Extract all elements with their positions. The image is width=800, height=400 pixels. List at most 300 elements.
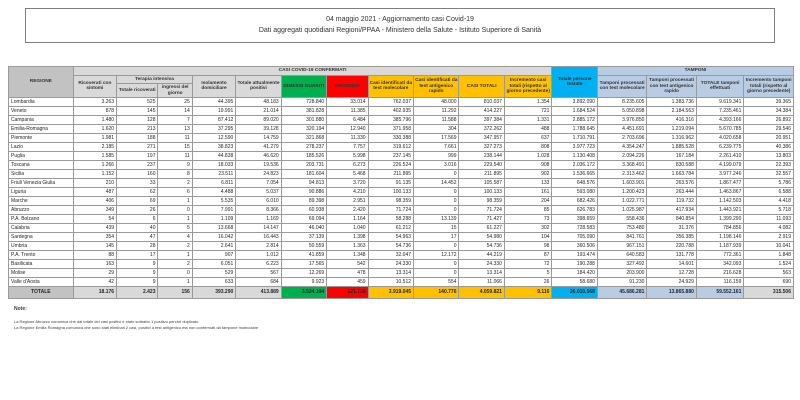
value-cell: 26.010.568 [552, 287, 597, 299]
table-row [9, 152, 794, 161]
value-cell: 48.183 [236, 98, 281, 107]
value-cell: 263.576 [647, 179, 696, 188]
value-cell: 567 [236, 269, 281, 278]
value-cell: 34.384 [744, 107, 794, 116]
value-cell: 32.557 [744, 170, 794, 179]
value-cell: 216.628 [696, 269, 743, 278]
table-row [9, 107, 794, 116]
value-cell: 7 [158, 116, 192, 125]
table-row [9, 197, 794, 206]
value-cell: 203.900 [597, 269, 646, 278]
value-cell: 24.929 [647, 278, 696, 287]
value-cell: 98 [504, 242, 552, 251]
value-cell: 542 [327, 260, 368, 269]
header-terapia-intensiva: Terapia intensiva [117, 75, 193, 84]
value-cell: 841.761 [597, 233, 646, 242]
header-attualmente-positivi: Totale attualmente positivi [236, 75, 281, 98]
table-row [9, 161, 794, 170]
value-cell: 121.738 [327, 287, 368, 299]
value-cell: 416.316 [647, 116, 696, 125]
value-cell: 5.535 [192, 197, 235, 206]
value-cell: 830.588 [647, 161, 696, 170]
table-body [9, 98, 794, 299]
value-cell: 1.109 [192, 215, 235, 224]
value-cell: 19.991 [192, 107, 235, 116]
region-name-cell: Lombardia [9, 98, 74, 107]
region-name-cell: Calabria [9, 224, 74, 233]
region-name-cell: Sardegna [9, 233, 74, 242]
value-cell: 1.219.094 [647, 125, 696, 134]
value-cell: 14.601 [647, 260, 696, 269]
value-cell: 104 [504, 233, 552, 242]
table-row [9, 224, 794, 233]
table-total-row [9, 287, 794, 299]
value-cell: 5.786 [744, 179, 794, 188]
value-cell: 1.169 [236, 215, 281, 224]
value-cell: 133 [504, 179, 552, 188]
value-cell: 17.565 [281, 260, 326, 269]
value-cell: 1.152 [73, 170, 116, 179]
table-header [9, 67, 794, 98]
value-cell: 58.288 [368, 215, 413, 224]
header-ti-totale: Totale ricoverati [117, 84, 158, 98]
value-cell: 98.359 [459, 197, 504, 206]
value-cell: 3.368.491 [597, 161, 646, 170]
value-cell: 301.880 [281, 116, 326, 125]
region-name-cell: Basilicata [9, 260, 74, 269]
value-cell: 22.393 [744, 161, 794, 170]
value-cell: 16.443 [236, 233, 281, 242]
value-cell: 1.025.987 [597, 206, 646, 215]
value-cell: 840.854 [647, 215, 696, 224]
region-name-cell: Valle d'Aosta [9, 278, 74, 287]
notes-section [14, 306, 714, 331]
value-cell: 54.736 [368, 242, 413, 251]
value-cell: 15 [414, 224, 459, 233]
value-cell: 1.028 [504, 152, 552, 161]
value-cell: 385.796 [368, 116, 413, 125]
header-casi-totali: CASI TOTALI [459, 75, 504, 98]
value-cell: 31.376 [647, 224, 696, 233]
value-cell: 342.093 [696, 260, 743, 269]
value-cell: 808 [504, 143, 552, 152]
table-row [9, 179, 794, 188]
value-cell: 1.463.867 [696, 188, 743, 197]
note-emilia-romagna: La Regione Emilia Romagna comunica che sono stati eliminati 2 casi, positivi a test antigenico ma non confermati da tampone molecolare [14, 325, 259, 330]
table-row [9, 134, 794, 143]
value-cell: 9 [117, 260, 158, 269]
value-cell: 278.237 [281, 143, 326, 152]
value-cell: 999 [414, 152, 459, 161]
value-cell: 163 [73, 260, 116, 269]
value-cell: 11 [158, 134, 192, 143]
value-cell: 41.859 [281, 251, 326, 260]
value-cell: 593.080 [552, 188, 597, 197]
value-cell: 967.151 [597, 242, 646, 251]
value-cell: 381.828 [281, 107, 326, 116]
value-cell: 91.135 [368, 179, 413, 188]
value-cell: 203.731 [281, 161, 326, 170]
value-cell: 89.020 [236, 116, 281, 125]
value-cell: 1.663.784 [647, 170, 696, 179]
value-cell: 14 [158, 107, 192, 116]
value-cell: 0 [414, 206, 459, 215]
value-cell: 4.199.079 [696, 161, 743, 170]
report-subtitle: Dati aggregati quotidiani Regioni/PPAA - Ministero della Salute - Istituto Superiore di Sanità [258, 27, 542, 34]
value-cell: 46.040 [281, 224, 326, 233]
value-cell: 61.227 [459, 224, 504, 233]
value-cell: 12.172 [414, 251, 459, 260]
value-cell: 478 [327, 269, 368, 278]
value-cell: 563 [744, 269, 794, 278]
value-cell: 18.033 [192, 161, 235, 170]
value-cell: 810.037 [459, 98, 504, 107]
value-cell: 13.314 [459, 269, 504, 278]
table-row [9, 251, 794, 260]
value-cell: 902 [504, 170, 552, 179]
value-cell: 188 [117, 134, 158, 143]
value-cell: 908 [504, 161, 552, 170]
value-cell: 6 [117, 215, 158, 224]
region-name-cell: P.A. Trento [9, 251, 74, 260]
value-cell: 1.399.290 [696, 215, 743, 224]
value-cell: 54.963 [368, 233, 413, 242]
value-cell: 71.724 [459, 206, 504, 215]
value-cell: 237 [117, 161, 158, 170]
value-cell: 626.783 [552, 206, 597, 215]
value-cell: 878 [73, 107, 116, 116]
value-cell: 116.159 [696, 278, 743, 287]
value-cell: 145 [73, 242, 116, 251]
value-cell: 156 [158, 287, 192, 299]
value-cell: 89.398 [281, 197, 326, 206]
value-cell: 6.811 [192, 179, 235, 188]
value-cell: 4.451.691 [597, 125, 646, 134]
value-cell: 98.359 [368, 197, 413, 206]
value-cell: 315.506 [744, 287, 794, 299]
value-cell: 1.040 [327, 224, 368, 233]
header-deceduti: DECEDUTI [327, 75, 368, 98]
value-cell: 349 [73, 206, 116, 215]
value-cell: 1.620 [73, 125, 116, 134]
value-cell: 4.488 [192, 188, 235, 197]
value-cell: 3.263 [73, 98, 116, 107]
value-cell: 3.977.723 [552, 143, 597, 152]
value-cell: 640.583 [597, 251, 646, 260]
value-cell: 220.788 [647, 242, 696, 251]
value-cell: 304 [414, 125, 459, 134]
header-dimessi-guariti: DIMESSI GUARITI [281, 75, 326, 98]
value-cell: 784.856 [696, 224, 743, 233]
value-cell: 271 [117, 143, 158, 152]
value-cell: 6.239.775 [696, 143, 743, 152]
value-cell: 459 [327, 278, 368, 287]
value-cell: 12.590 [192, 134, 235, 143]
value-cell: 160 [117, 170, 158, 179]
value-cell: 87.412 [192, 116, 235, 125]
value-cell: 6 [158, 188, 192, 197]
value-cell: 1.788.645 [552, 125, 597, 134]
value-cell: 100.133 [459, 188, 504, 197]
value-cell: 13.139 [414, 215, 459, 224]
value-cell: 3.976.850 [597, 116, 646, 125]
value-cell: 2.885.172 [552, 116, 597, 125]
value-cell: 50.559 [281, 242, 326, 251]
value-cell: 907 [192, 251, 235, 260]
value-cell: 90.886 [281, 188, 326, 197]
report-title: 04 maggio 2021 - Aggiornamento casi Covid-19 [326, 16, 474, 23]
value-cell: 3.892.090 [552, 98, 597, 107]
value-cell: 1.354 [504, 98, 552, 107]
value-cell: 16.042 [192, 233, 235, 242]
value-cell: 14.759 [236, 134, 281, 143]
value-cell: 360.506 [552, 242, 597, 251]
value-cell: 213 [117, 125, 158, 134]
value-cell: 13 [158, 125, 192, 134]
region-name-cell: Molise [9, 269, 74, 278]
region-name-cell: Marche [9, 197, 74, 206]
value-cell: 1.316.962 [647, 134, 696, 143]
value-cell: 1.885.528 [647, 143, 696, 152]
value-cell: 119.732 [647, 197, 696, 206]
value-cell: 105.587 [459, 179, 504, 188]
value-cell: 28 [117, 242, 158, 251]
region-name-cell: Sicilia [9, 170, 74, 179]
value-cell: 7.757 [327, 143, 368, 152]
value-cell: 3.977.246 [696, 170, 743, 179]
value-cell: 7.991 [192, 206, 235, 215]
value-cell: 525 [117, 98, 158, 107]
value-cell: 3.720 [327, 179, 368, 188]
value-cell: 7.661 [414, 143, 459, 152]
value-cell: 69 [117, 197, 158, 206]
value-cell: 2.919 [744, 233, 794, 242]
value-cell: 5.050.898 [597, 107, 646, 116]
value-cell: 1.603.901 [597, 179, 646, 188]
value-cell: 2.261.410 [696, 152, 743, 161]
value-cell: 4.210 [327, 188, 368, 197]
value-cell: 633 [192, 278, 235, 287]
value-cell: 145 [117, 107, 158, 116]
value-cell: 1.198.146 [696, 233, 743, 242]
value-cell: 6.588 [744, 188, 794, 197]
header-tamponi-molecolare: Tamponi processati con test molecolare [597, 75, 646, 98]
value-cell: 38.823 [192, 143, 235, 152]
value-cell: 5 [158, 224, 192, 233]
value-cell: 12.269 [281, 269, 326, 278]
value-cell: 44.395 [192, 98, 235, 107]
value-cell: 37.295 [192, 125, 235, 134]
value-cell: 321.868 [281, 134, 326, 143]
value-cell: 10.512 [368, 278, 413, 287]
value-cell: 1 [158, 251, 192, 260]
value-cell: 3.524.194 [281, 287, 326, 299]
value-cell: 682.426 [552, 197, 597, 206]
value-cell: 15 [158, 143, 192, 152]
value-cell: 237.145 [368, 152, 413, 161]
value-cell: 356.385 [647, 233, 696, 242]
region-name-cell: Lazio [9, 143, 74, 152]
value-cell: 1.012 [236, 251, 281, 260]
value-cell: 29.546 [744, 125, 794, 134]
value-cell: 17.569 [414, 134, 459, 143]
value-cell: 1.848 [744, 251, 794, 260]
value-cell: 1.164 [327, 215, 368, 224]
value-cell: 54 [73, 215, 116, 224]
value-cell: 2.184.563 [647, 107, 696, 116]
region-name-cell: Campania [9, 116, 74, 125]
value-cell: 772.361 [696, 251, 743, 260]
value-cell: 11.292 [414, 107, 459, 116]
header-incremento-casi: Incremento casi totali (rispetto al giorno precedente) [504, 75, 552, 98]
value-cell: 11.066 [459, 278, 504, 287]
value-cell: 397.384 [459, 116, 504, 125]
value-cell: 40.386 [744, 143, 794, 152]
value-cell: 9 [158, 161, 192, 170]
header-isolamento: Isolamento domiciliare [192, 75, 235, 98]
region-name-cell: Umbria [9, 242, 74, 251]
value-cell: 1 [158, 215, 192, 224]
value-cell: 91.230 [597, 278, 646, 287]
value-cell: 4.393.166 [696, 116, 743, 125]
region-name-cell: Liguria [9, 188, 74, 197]
value-cell: 204 [504, 197, 552, 206]
value-cell: 705.090 [552, 233, 597, 242]
value-cell: 9 [117, 278, 158, 287]
value-cell: 1 [158, 197, 192, 206]
value-cell: 1.443.921 [696, 206, 743, 215]
header-casi-molecolare: Casi identificati da test molecolare [368, 75, 413, 98]
value-cell: 2.641 [192, 242, 235, 251]
value-cell: 197 [117, 152, 158, 161]
header-persone-testate: Totale persone testate [552, 67, 597, 98]
header-group-confirmed: CASI COVID-19 CONFERMATI [73, 67, 552, 76]
region-name-cell: Piemonte [9, 134, 74, 143]
value-cell: 71.724 [368, 206, 413, 215]
value-cell: 0 [158, 206, 192, 215]
value-cell: 393.290 [192, 287, 235, 299]
value-cell: 29 [73, 269, 116, 278]
table-row [9, 278, 794, 287]
value-cell: 11.588 [414, 116, 459, 125]
value-cell: 23.511 [192, 170, 235, 179]
value-cell: 24.823 [236, 170, 281, 179]
value-cell: 88 [73, 251, 116, 260]
header-ti-ingressi: ingressi del giorno [158, 84, 192, 98]
value-cell: 140.776 [414, 287, 459, 299]
value-cell: 753.480 [597, 224, 646, 233]
total-row-label: TOTALE [9, 287, 74, 299]
value-cell: 39.365 [744, 98, 794, 107]
value-cell: 1.536.665 [552, 170, 597, 179]
value-cell: 21.014 [236, 107, 281, 116]
value-cell: 167.184 [647, 152, 696, 161]
value-cell: 8.366 [236, 206, 281, 215]
value-cell: 5.998 [327, 152, 368, 161]
value-cell: 2.313.462 [597, 170, 646, 179]
value-cell: 2.814 [236, 242, 281, 251]
value-cell: 72 [504, 260, 552, 269]
value-cell: 185.526 [281, 152, 326, 161]
value-cell: 398.659 [552, 215, 597, 224]
value-cell: 13.803 [744, 152, 794, 161]
table-row [9, 260, 794, 269]
value-cell: 327.492 [597, 260, 646, 269]
header-tamponi-totale: TOTALE tamponi effettuati [696, 75, 743, 98]
value-cell: 11.385 [327, 107, 368, 116]
value-cell: 13.865.880 [647, 287, 696, 299]
value-cell: 11.330 [327, 134, 368, 143]
value-cell: 39.128 [236, 125, 281, 134]
value-cell: 181.604 [281, 170, 326, 179]
value-cell: 3.016 [414, 161, 459, 170]
value-cell: 26.892 [744, 116, 794, 125]
table-row [9, 116, 794, 125]
value-cell: 4 [158, 233, 192, 242]
header-tamponi-antigenico: Tamponi processati con test antigenico rapido [647, 75, 696, 98]
value-cell: 24.330 [459, 260, 504, 269]
value-cell: 41.279 [236, 143, 281, 152]
value-cell: 61.212 [368, 224, 413, 233]
value-cell: 24.330 [368, 260, 413, 269]
value-cell: 1.022.771 [597, 197, 646, 206]
value-cell: 71.427 [459, 215, 504, 224]
value-cell: 2.951 [327, 197, 368, 206]
value-cell: 190.288 [552, 260, 597, 269]
value-cell: 211.895 [459, 170, 504, 179]
value-cell: 1.524 [744, 260, 794, 269]
value-cell: 69.094 [281, 215, 326, 224]
report-header [25, 8, 775, 43]
covid-data-table [8, 66, 794, 299]
value-cell: 128 [117, 116, 158, 125]
table-row [9, 233, 794, 242]
value-cell: 7.054 [236, 179, 281, 188]
header-ricoverati-sintomi: Ricoverati con sintomi [73, 75, 116, 98]
value-cell: 263.444 [647, 188, 696, 197]
value-cell: 33.014 [327, 98, 368, 107]
table-row [9, 170, 794, 179]
table-row [9, 143, 794, 152]
region-name-cell: Abruzzo [9, 206, 74, 215]
value-cell: 1.585 [73, 152, 116, 161]
value-cell: 1.266 [73, 161, 116, 170]
value-cell: 5 [504, 269, 552, 278]
value-cell: 402.935 [368, 107, 413, 116]
value-cell: 19.536 [236, 161, 281, 170]
value-cell: 0 [414, 188, 459, 197]
value-cell: 4.418 [744, 197, 794, 206]
value-cell: 17 [117, 251, 158, 260]
value-cell: 1.684.524 [552, 107, 597, 116]
value-cell: 6.484 [327, 116, 368, 125]
value-cell: 1.200.423 [597, 188, 646, 197]
value-cell: 648.576 [552, 179, 597, 188]
value-cell: 330.388 [368, 134, 413, 143]
region-name-cell: Toscana [9, 161, 74, 170]
value-cell: 44.838 [192, 152, 235, 161]
value-cell: 211.895 [368, 170, 413, 179]
value-cell: 1.363 [327, 242, 368, 251]
value-cell: 9.923 [281, 278, 326, 287]
value-cell: 1.867.477 [696, 179, 743, 188]
value-cell: 488 [504, 125, 552, 134]
value-cell: 85 [504, 206, 552, 215]
value-cell: 554 [414, 278, 459, 287]
value-cell: 0 [414, 269, 459, 278]
value-cell: 59.552.161 [696, 287, 743, 299]
note-abruzzo: La Regione Abruzzo comunica che dal totale dei casi positivi è stato sottratto 1 positivo perché duplicato [14, 319, 199, 324]
